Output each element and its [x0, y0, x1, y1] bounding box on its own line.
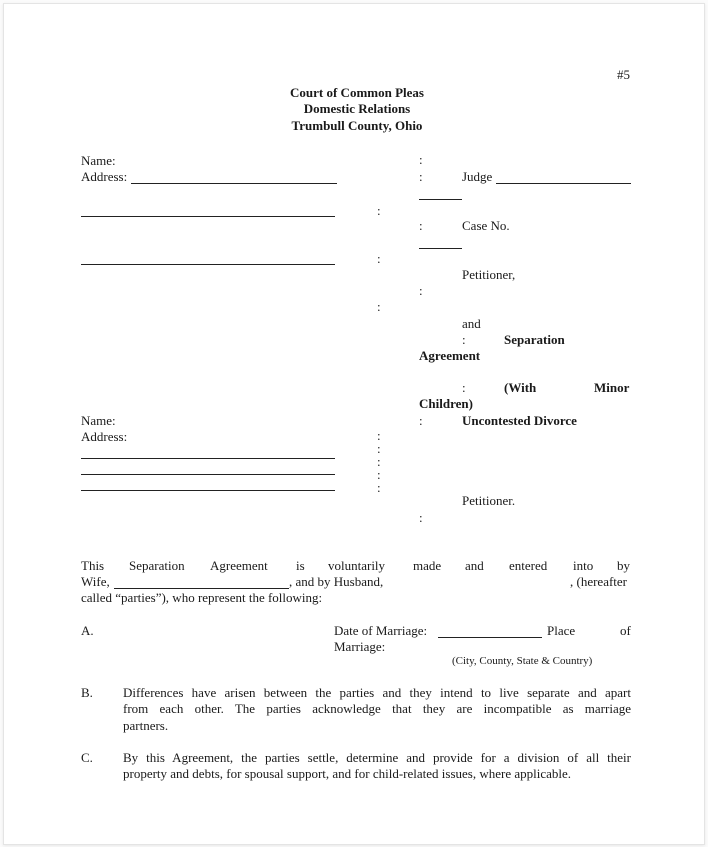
- colon-separator: :: [377, 251, 381, 266]
- section-c-text: By this Agreement, the parties settle, determine and provide for a division of all their: [123, 750, 631, 765]
- colon-separator: :: [419, 169, 423, 184]
- intro-word: into: [573, 558, 594, 573]
- colon-separator: :: [419, 510, 423, 525]
- minor-label: Minor: [594, 380, 630, 395]
- place-hint: (City, County, State & Country): [452, 655, 593, 667]
- intro-word: This: [81, 558, 105, 573]
- party2-address-line-3[interactable]: [81, 490, 335, 491]
- section-c-text: property and debts, for spousal support, and for child-related issues, where applicable.: [123, 766, 572, 781]
- court-county: Trumbull County, Ohio: [291, 118, 423, 133]
- section-b-text: partners.: [123, 718, 169, 733]
- party2-name-label: Name:: [81, 413, 116, 428]
- intro-word: is: [296, 558, 305, 573]
- intro-word: Separation: [129, 558, 185, 573]
- colon-separator: :: [419, 283, 423, 298]
- petitioner-label: Petitioner,: [462, 267, 516, 282]
- section-a-letter: A.: [81, 623, 94, 638]
- court-name: Court of Common Pleas: [290, 85, 424, 100]
- party2-address-line-2[interactable]: [81, 474, 335, 475]
- colon-separator: :: [419, 218, 423, 233]
- colon-separator: :: [419, 413, 423, 428]
- party2-address-line-1[interactable]: [81, 458, 335, 459]
- date-of-marriage-line[interactable]: [438, 637, 542, 638]
- wife-label: Wife,: [81, 574, 110, 589]
- document-title: Separation: [504, 332, 565, 347]
- judge-line[interactable]: [496, 183, 631, 184]
- judge-line-continued[interactable]: [419, 199, 462, 200]
- colon-separator: :: [377, 203, 381, 218]
- uncontested-divorce-label: Uncontested Divorce: [462, 413, 577, 428]
- party1-address-line-1[interactable]: [131, 183, 337, 184]
- husband-label: , and by Husband,: [289, 574, 384, 589]
- section-b-text: from each other. The parties acknowledge that they are incompatible as marriage: [123, 701, 631, 716]
- colon-separator: :: [462, 380, 466, 395]
- with-label: (With: [504, 380, 537, 395]
- intro-word: made: [413, 558, 442, 573]
- hereafter-label: , (hereafter: [570, 574, 628, 589]
- section-b-letter: B.: [81, 685, 93, 700]
- party1-address-line-2[interactable]: [81, 216, 335, 217]
- document-page: [3, 3, 705, 845]
- colon-separator: :: [462, 332, 466, 347]
- party1-address-line-3[interactable]: [81, 264, 335, 265]
- and-label: and: [462, 316, 481, 331]
- intro-word: and: [465, 558, 484, 573]
- colon-separator: :: [377, 467, 381, 482]
- judge-label: Judge: [462, 169, 493, 184]
- colon-separator: :: [377, 454, 381, 469]
- intro-word: entered: [509, 558, 548, 573]
- document-title-continued: Agreement: [419, 348, 481, 363]
- case-number-label: Case No.: [462, 218, 510, 233]
- party1-name-label: Name:: [81, 153, 116, 168]
- colon-separator: :: [377, 480, 381, 495]
- section-c-letter: C.: [81, 750, 93, 765]
- colon-separator: :: [377, 428, 381, 443]
- section-b-text: Differences have arisen between the parties and they intend to live separate and apart: [123, 685, 631, 700]
- form-number: #5: [617, 67, 630, 82]
- intro-word: voluntarily: [328, 558, 386, 573]
- marriage-label: Marriage:: [334, 639, 386, 654]
- colon-separator: :: [377, 441, 381, 456]
- case-number-line[interactable]: [419, 248, 462, 249]
- intro-line-3: called “parties”), who represent the following:: [81, 590, 323, 605]
- party2-address-label: Address:: [81, 429, 128, 444]
- colon-separator: :: [377, 299, 381, 314]
- place-label: Place: [547, 623, 576, 638]
- colon-separator: :: [419, 152, 423, 167]
- children-label: Children): [419, 396, 473, 411]
- date-of-marriage-label: Date of Marriage:: [334, 623, 428, 638]
- intro-word: by: [617, 558, 630, 573]
- of-label: of: [620, 623, 631, 638]
- party1-address-label: Address:: [81, 169, 128, 184]
- court-division: Domestic Relations: [303, 101, 411, 116]
- intro-word: Agreement: [210, 558, 268, 573]
- petitioner-label-2: Petitioner.: [462, 493, 516, 508]
- wife-name-line[interactable]: [114, 588, 289, 589]
